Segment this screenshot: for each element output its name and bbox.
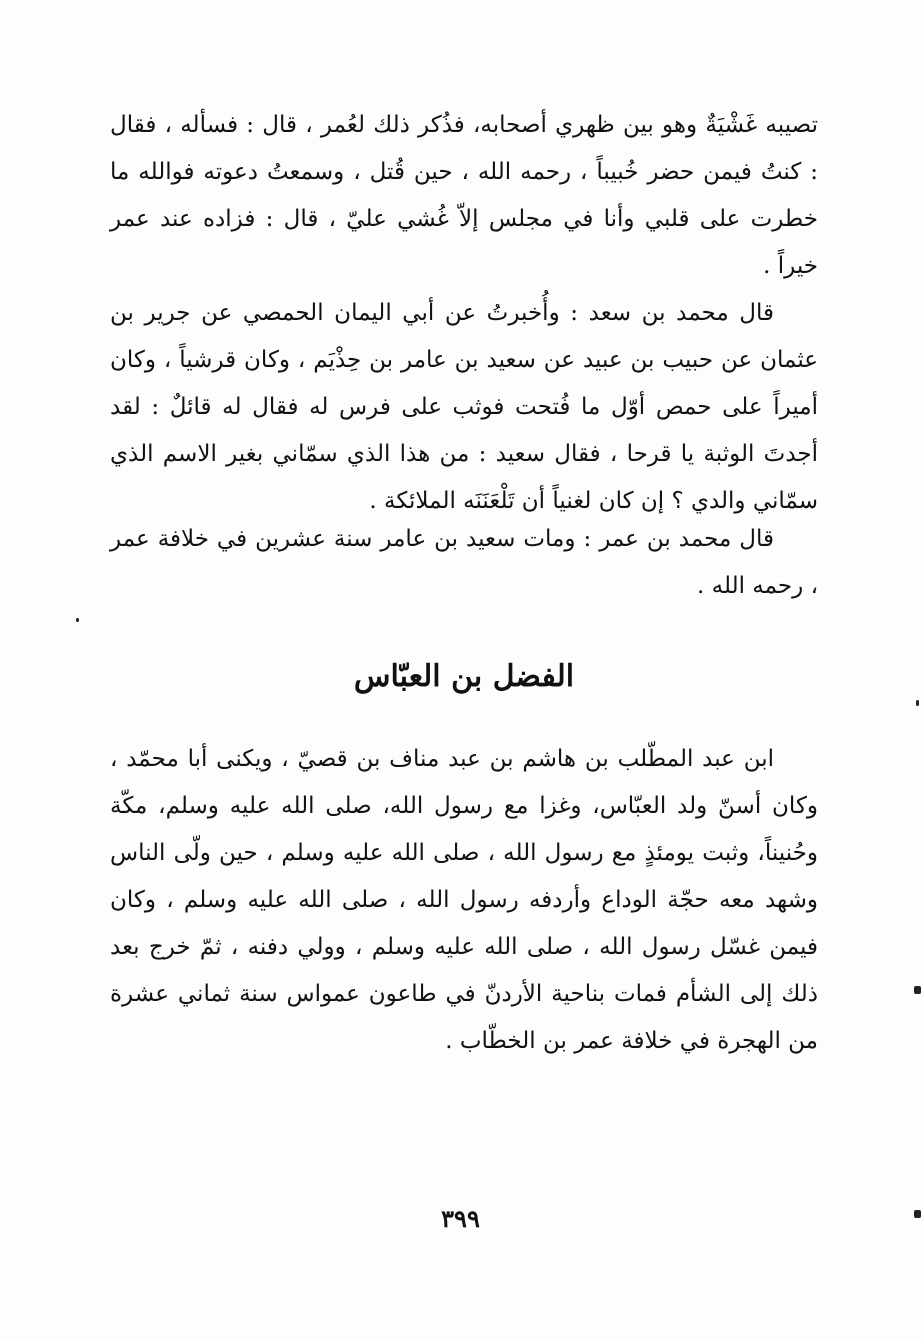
paragraph-text: قال محمد بن عمر : ومات سعيد بن عامر سنة عشرين في خلافة عمر ، رحمه الله .	[110, 526, 818, 599]
paragraph-death-note	[110, 516, 818, 610]
page-number: ٣٩٩	[441, 1204, 480, 1233]
scan-speck	[76, 618, 79, 622]
paragraph-text: تصيبه غَشْيَةٌ وهو بين ظهري أصحابه، فذُكر ذلك لعُمر ، قال : فسأله ، فقال : كنتُ فيمن حضر خُبيباً ، رحمه الله ، حين قُتل ، وسمعتُ دعوته فوالله ما خطرت على قلبي وأنا في مجلس إلاّ غُشي عليّ ، قال : فزاده عند عمر خيراً .	[110, 112, 818, 279]
scan-speck	[914, 986, 921, 994]
scan-speck	[914, 1210, 921, 1218]
paragraph-text: قال محمد بن سعد : وأُخبرتُ عن أبي اليمان الحمصي عن جرير بن عثمان عن حبيب بن عبيد عن سعيد بن عامر بن حِذْيَم ، وكان قرشياً ، وكان أميراً على حمص أوّل ما فُتحت فوثب على فرس له فقال له قائلٌ : لقد أجدتَ الوثبة يا قرحا ، فقال سعيد : من هذا الذي سمّاني بغير الاسم الذي سمّاني والدي ؟ إن كان لغنياً أن تَلْعَنَنَه الملائكة .	[110, 300, 818, 514]
paragraph-biography	[110, 736, 818, 1065]
paragraph-narration	[110, 290, 818, 525]
paragraph-text: ابن عبد المطّلب بن هاشم بن عبد مناف بن قصيّ ، ويكنى أبا محمّد ، وكان أسنّ ولد العبّاس، وغزا مع رسول الله، صلى الله عليه وسلم، مكّة وحُنيناً، وثبت يومئذٍ مع رسول الله ، صلى الله عليه وسلم ، حين ولّى الناس وشهد معه حجّة الوداع وأردفه رسول الله ، صلى الله عليه وسلم ، وكان فيمن غسّل رسول الله ، صلى الله عليه وسلم ، وولي دفنه ، ثمّ خرج بعد ذلك إلى الشأم فمات بناحية الأردنّ في طاعون عمواس سنة ثماني عشرة من الهجرة في خلافة عمر بن الخطّاب .	[110, 746, 818, 1054]
scan-speck	[916, 700, 919, 706]
section-heading: الفضل بن العبّاس	[353, 659, 575, 694]
paragraph-continuation	[110, 102, 818, 290]
